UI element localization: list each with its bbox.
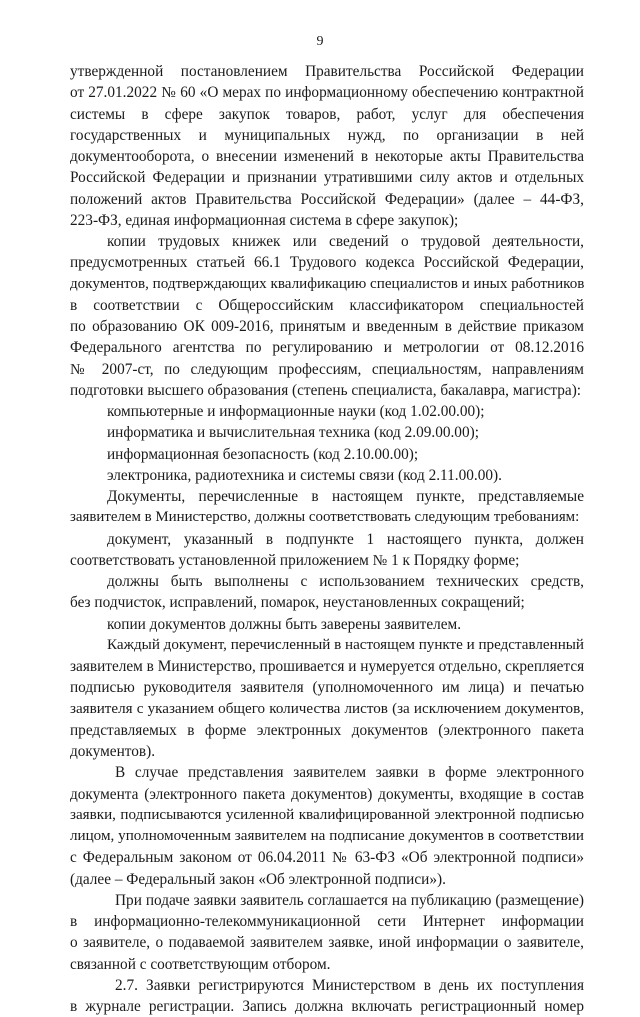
- text-line: в соответствии с Общероссийским классификатором специальностей: [70, 296, 584, 314]
- text-line: В случае представления заявителем заявки в форме электронного: [115, 764, 584, 782]
- text-line: Российской Федерации и признании утратившими силу актов и отдельных: [70, 169, 584, 187]
- page-number: 9: [316, 34, 324, 49]
- text-line: 2.7. Заявки регистрируются Министерством в день их поступления: [115, 976, 584, 994]
- text-line: заявителем в Министерство, должны соответствовать следующим требованиям:: [70, 509, 580, 526]
- text-line: документов).: [70, 743, 156, 760]
- text-line: 223-ФЗ, единая информационная система в сфере закупок);: [70, 211, 459, 229]
- text-line: государственных и муниципальных нужд, по организации в ней: [70, 126, 584, 144]
- text-line: соответствовать установленной приложением № 1 к Порядку форме;: [70, 551, 520, 569]
- text-line: положений актов Правительства Российской Федерации» (далее – 44-ФЗ,: [70, 190, 584, 208]
- text-line: документ, указанный в подпункте 1 настоящего пункта, должен: [107, 530, 584, 548]
- text-line: электроника, радиотехника и системы связи (код 2.11.00.00).: [107, 466, 502, 484]
- text-line: Федерального агентства по регулированию и метрологии от 08.12.2016: [70, 339, 584, 357]
- text-line: копии трудовых книжек или сведений о трудовой деятельности,: [107, 233, 584, 250]
- text-line: без подчисток, исправлений, помарок, неустановленных сокращений;: [70, 594, 525, 612]
- text-line: компьютерные и информационные науки (код 1.02.00.00);: [107, 403, 485, 420]
- text-line: по образованию ОК 009-2016, принятым и введенным в действие приказом: [70, 318, 584, 335]
- text-line: заявителем в Министерство, прошивается и нумеруется отдельно, скрепляется: [70, 658, 585, 675]
- text-line: системы в сфере закупок товаров, работ, услуг для обеспечения: [70, 105, 584, 123]
- text-line: должны быть выполнены с использованием технических средств,: [107, 573, 584, 590]
- text-line: в информационно-телекоммуникационной сети Интернет информации: [70, 913, 584, 930]
- text-line: Документы, перечисленные в настоящем пункте, представляемые: [107, 488, 584, 505]
- text-line: о заявителе, о подаваемой заявителем заявке, иной информации о заявителе,: [70, 934, 584, 952]
- text-line: в журнале регистрации. Запись должна включать регистрационный номер: [70, 998, 584, 1015]
- text-line: утвержденной постановлением Правительства Российской Федерации: [70, 63, 584, 80]
- text-line: заявителя с указанием общего количества листов (за исключением документов,: [70, 700, 584, 717]
- text-line: документов, подтверждающих квалификацию специалистов и иных работников: [70, 275, 585, 292]
- text-line: информационная безопасность (код 2.10.00.00);: [107, 445, 419, 463]
- text-line: подготовки высшего образования (степень специалиста, бакалавра, магистра):: [70, 381, 582, 399]
- text-line: связанной с соответствующим отбором.: [70, 955, 331, 973]
- text-line: заявки, подписываются усиленной квалифицированной электронной подписью: [70, 806, 584, 823]
- text-line: копии документов должны быть заверены заявителем.: [107, 615, 462, 633]
- text-line: документооборота, о внесении изменений в некоторые акты Правительства: [70, 148, 584, 165]
- text-line: информатика и вычислительная техника (код 2.09.00.00);: [107, 424, 479, 442]
- text-line: предусмотренных статьей 66.1 Трудового кодекса Российской Федерации,: [70, 254, 584, 272]
- text-line: представляемых в форме электронных документов (электронного пакета: [70, 721, 584, 739]
- text-line: документа (электронного пакета документов) документы, входящие в состав: [70, 785, 584, 803]
- text-line: от 27.01.2022 № 60 «О мерах по информационному обеспечению контрактной: [70, 84, 584, 102]
- text-line: При подаче заявки заявитель соглашается на публикацию (размещение): [115, 891, 584, 909]
- text-line: подписью руководителя заявителя (уполномоченного им лица) и печатью: [70, 679, 584, 697]
- document-body: [70, 61, 584, 1017]
- text-line: с Федеральным законом от 06.04.2011 № 63-ФЗ «Об электронной подписи»: [70, 849, 584, 867]
- text-line: Каждый документ, перечисленный в настоящем пункте и представленный: [107, 636, 584, 653]
- text-line: № 2007-ст, по следующим профессиям, специальностям, направлениям: [70, 360, 584, 378]
- text-line: (далее – Федеральный закон «Об электронной подписи»).: [70, 870, 446, 888]
- text-line: лицом, уполномоченным заявителем на подписание документов в соответствии: [70, 828, 584, 844]
